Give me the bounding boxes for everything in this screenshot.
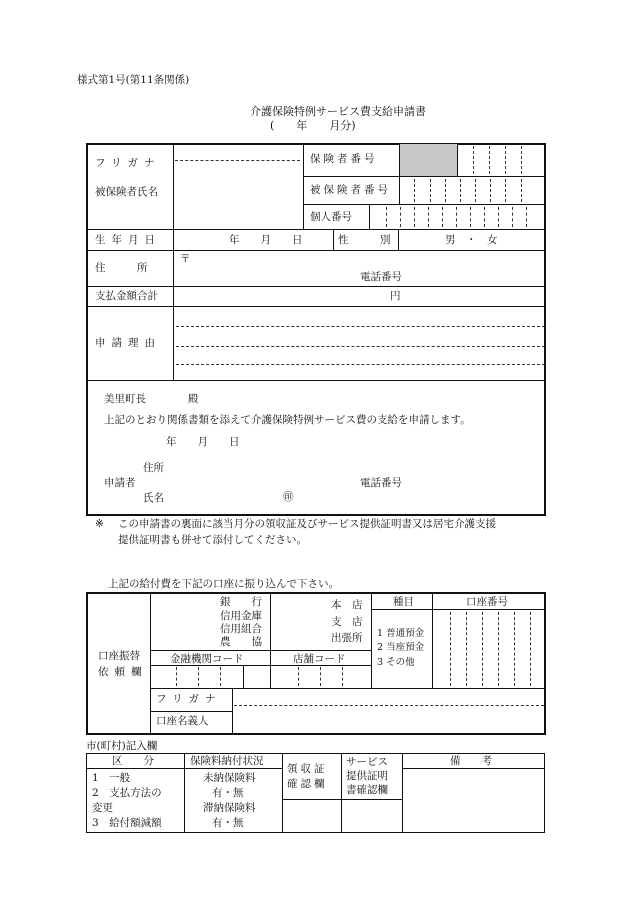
col-category: 区 分: [112, 755, 154, 767]
kind-header: 種目: [393, 596, 414, 608]
reason-label: 申請理由: [95, 337, 161, 349]
category-general: 1 一般: [92, 772, 131, 784]
inst-code-label: 金融機関コード: [170, 653, 244, 665]
insurer-number-label: 保険者番号: [310, 153, 378, 165]
category-change: 変更: [92, 802, 113, 814]
inst-type-nokyo: 農 協: [220, 636, 262, 648]
col-service-1: サービス: [346, 756, 388, 768]
phone-label: 電話番号: [360, 271, 402, 283]
address-label: 住 所: [95, 262, 148, 274]
note-line-1: この申請書の裏面に該当月分の領収証及びサービス提供証明書又は居宅介護支援: [118, 518, 496, 530]
account-header: 口座番号: [466, 596, 508, 608]
note-line-2: 提供証明書も併せて添付してください。: [118, 534, 307, 546]
col-remarks: 備 考: [450, 755, 492, 767]
addressee: 美里町長 殿: [104, 393, 199, 405]
sex-value: 男 ・ 女: [445, 234, 498, 246]
form-title: 介護保険特例サービス費支給申請書: [250, 105, 426, 118]
category-payment-change: 2 支払方法の: [92, 787, 162, 799]
premium-unpaid-yesno: 有・無: [212, 787, 244, 799]
branch-type-main: 本 店: [331, 599, 363, 611]
branch-code-label: 店舗コード: [293, 653, 346, 665]
inst-type-shinkin: 信用金庫: [220, 610, 262, 622]
inst-type-bank: 銀 行: [220, 596, 262, 608]
furigana-label: フリガナ: [95, 157, 161, 169]
kind-futsu: 1 普通預金: [377, 628, 425, 639]
declaration-name-label: 氏名: [143, 492, 164, 504]
declaration-date: 年 月 日: [166, 436, 240, 448]
col-service-3: 書確認欄: [346, 784, 388, 796]
kind-toza: 2 当座預金: [377, 642, 425, 653]
yen-label: 円: [390, 290, 401, 302]
declaration-statement: 上記のとおり関係書類を添えて介護保険特例サービス費の支給を申請します。: [104, 414, 471, 426]
premium-unpaid: 未納保険料: [203, 772, 256, 784]
premium-overdue: 滞納保険料: [203, 802, 256, 814]
category-reduction: 3 給付額減額: [92, 817, 162, 829]
branch-type-office: 出張所: [331, 632, 363, 644]
transfer-intro: 上記の給付費を下記の口座に振り込んで下さい。: [108, 578, 339, 590]
declaration-applicant-label: 申請者: [104, 477, 136, 489]
col-premium: 保険料納付状況: [190, 755, 264, 767]
insurer-code-gray-cell: [400, 144, 457, 176]
personal-number-label: 個人番号: [310, 211, 352, 223]
insured-name-label: 被保険者氏名: [95, 186, 158, 198]
declaration-phone-label: 電話番号: [360, 477, 402, 489]
bank-section-label-1: 口座振替: [98, 650, 140, 662]
col-receipt-1: 領収証: [287, 763, 328, 775]
note-mark: ※: [95, 518, 104, 530]
applicant-table: [86, 143, 546, 516]
insured-number-label: 被保険者番号: [310, 184, 391, 196]
branch-type-branch: 支 店: [331, 616, 363, 628]
birthdate-label: 生年月日: [95, 234, 161, 246]
declaration-address-label: 住所: [143, 462, 164, 474]
inst-type-kumiai: 信用組合: [220, 623, 262, 635]
sex-label: 性 別: [338, 234, 391, 246]
col-receipt-2: 確認欄: [287, 778, 328, 790]
postal-mark: 〒: [180, 253, 191, 265]
kind-other: 3 その他: [377, 657, 415, 668]
form-subtitle: ( 年 月分): [270, 119, 356, 132]
col-service-2: 提供証明: [346, 770, 388, 782]
birthdate-value: 年 月 日: [229, 234, 303, 246]
account-holder-label: 口座名義人: [156, 715, 209, 727]
form-number: 様式第1号(第11条関係): [77, 74, 190, 86]
bank-section-label-2: 依頼欄: [98, 666, 148, 678]
payment-total-label: 支払金額合計: [95, 290, 158, 302]
city-section-title: 市(町村)記入欄: [86, 740, 158, 752]
premium-overdue-yesno: 有・無: [212, 817, 244, 829]
seal-mark: ㊞: [283, 491, 294, 503]
holder-furigana-label: フリガナ: [156, 693, 222, 705]
